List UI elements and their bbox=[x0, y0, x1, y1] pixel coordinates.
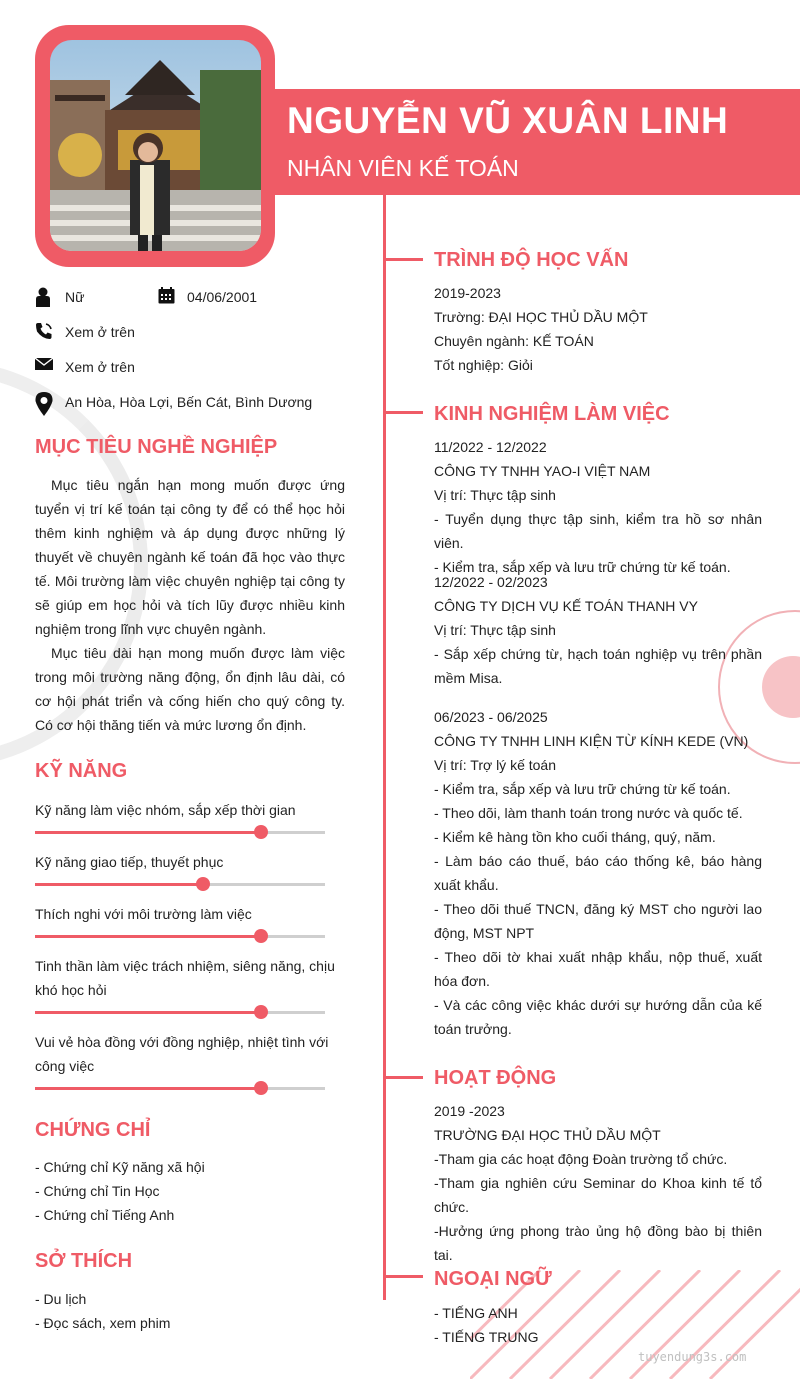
job-period: 06/2023 - 06/2025 bbox=[434, 709, 548, 725]
languages-title: NGOẠI NGỮ bbox=[434, 1268, 552, 1290]
hobbies-list bbox=[35, 1287, 170, 1335]
list-item: - Đọc sách, xem phim bbox=[35, 1315, 171, 1331]
skill-level-knob bbox=[254, 929, 268, 943]
activity-period: 2019 -2023 bbox=[434, 1103, 505, 1119]
skill-level-fill bbox=[35, 935, 261, 938]
skill-level-knob bbox=[254, 1081, 268, 1095]
objective-title: MỤC TIÊU NGHỀ NGHIỆP bbox=[35, 436, 278, 458]
skill-level-knob bbox=[196, 877, 210, 891]
list-item: - Chứng chỉ Tin Học bbox=[35, 1183, 160, 1199]
education-school: Trường: ĐẠI HỌC THỦ DẦU MỘT bbox=[434, 309, 648, 325]
list-item: - TIẾNG TRUNG bbox=[434, 1329, 539, 1345]
job-position: Vị trí: Trợ lý kế toán bbox=[434, 757, 556, 773]
certificates-title: CHỨNG CHỈ bbox=[35, 1119, 151, 1141]
timeline-tick bbox=[383, 1076, 423, 1079]
timeline-tick bbox=[383, 1275, 423, 1278]
skill-level-fill bbox=[35, 1011, 261, 1014]
activities-details bbox=[434, 1099, 762, 1267]
job-company: CÔNG TY TNHH YAO-I VIỆT NAM bbox=[434, 463, 651, 479]
skill-level-bar bbox=[35, 1011, 325, 1014]
job-company: CÔNG TY DỊCH VỤ KẾ TOÁN THANH VY bbox=[434, 598, 698, 614]
activity-item: -Tham gia nghiên cứu Seminar do Khoa kinh tế tổ chức. bbox=[434, 1175, 762, 1215]
skill-item bbox=[35, 954, 345, 1002]
skills-title: KỸ NĂNG bbox=[35, 760, 128, 782]
objective-long-term: Mục tiêu dài hạn mong muốn được làm việc trong môi trường năng động, ổn định lâu dài, có cơ hội phát triển và cống hiến cho quý công ty. Có cơ hội thăng tiến và mức lương ổn định. bbox=[35, 645, 345, 733]
job-task: - Theo dõi thuế TNCN, đăng ký MST cho người lao động, MST NPT bbox=[434, 901, 762, 941]
skill-label: Thích nghi với môi trường làm việc bbox=[35, 906, 252, 922]
education-period: 2019-2023 bbox=[434, 285, 501, 301]
activity-organization: TRƯỜNG ĐẠI HỌC THỦ DẦU MỘT bbox=[434, 1127, 661, 1143]
list-item: - TIẾNG ANH bbox=[434, 1305, 518, 1321]
experience-title: KINH NGHIỆM LÀM VIỆC bbox=[434, 403, 670, 425]
activity-item: -Hưởng ứng phong trào ủng hộ đồng bào bị thiên tai. bbox=[434, 1223, 762, 1263]
job-company: CÔNG TY TNHH LINH KIỆN TỪ KÍNH KEDE (VN) bbox=[434, 733, 749, 749]
phone-icon bbox=[35, 322, 53, 342]
certificates-list bbox=[35, 1155, 205, 1227]
skill-item bbox=[35, 1030, 345, 1078]
profile-photo bbox=[50, 40, 261, 251]
activities-title: HOẠT ĐỘNG bbox=[434, 1067, 557, 1089]
skill-item bbox=[35, 902, 345, 926]
calendar-icon bbox=[158, 287, 176, 307]
objective-short-term: Mục tiêu ngắn hạn mong muốn được ứng tuyển vị trí kế toán tại công ty để có thể học hỏi thêm kinh nghiệm và áp dụng được những lý thuyết về chuyên ngành kế toán đã học vào thực tế. Môi trường làm việc chuyên nghiệp tại công ty sẽ giúp em học hỏi và tích lũy được nhiều kinh nghiệm trong lĩnh vực chuyên ngành. bbox=[35, 477, 345, 637]
email-row bbox=[35, 357, 135, 377]
address-value: An Hòa, Hòa Lợi, Bến Cát, Bình Dương bbox=[65, 394, 313, 410]
gender-value: Nữ bbox=[65, 289, 85, 305]
timeline-tick bbox=[383, 411, 423, 414]
job-task: - Kiểm kê hàng tồn kho cuối tháng, quý, năm. bbox=[434, 829, 716, 845]
address-row bbox=[35, 392, 312, 412]
list-item: - Du lịch bbox=[35, 1291, 87, 1307]
job-period: 11/2022 - 12/2022 bbox=[434, 439, 547, 455]
skill-label: Tinh thần làm việc trách nhiệm, siêng năng, chịu khó học hỏi bbox=[35, 958, 335, 998]
job-task: - Theo dõi, làm thanh toán trong nước và quốc tế. bbox=[434, 805, 743, 821]
education-details bbox=[434, 281, 762, 377]
hobbies-title: SỞ THÍCH bbox=[35, 1250, 133, 1272]
job-entry bbox=[434, 570, 762, 690]
watermark: tuyendung3s.com bbox=[638, 1350, 747, 1364]
education-title: TRÌNH ĐỘ HỌC VẤN bbox=[434, 249, 629, 271]
list-item: - Chứng chỉ Kỹ năng xã hội bbox=[35, 1159, 205, 1175]
email-value: Xem ở trên bbox=[65, 359, 135, 375]
languages-list bbox=[434, 1301, 762, 1349]
job-task: - Tuyển dụng thực tập sinh, kiểm tra hồ sơ nhân viên. bbox=[434, 511, 762, 551]
job-title: NHÂN VIÊN KẾ TOÁN bbox=[287, 155, 519, 181]
skill-label: Kỹ năng làm việc nhóm, sắp xếp thời gian bbox=[35, 802, 296, 818]
phone-value: Xem ở trên bbox=[65, 324, 135, 340]
skill-level-fill bbox=[35, 1087, 261, 1090]
skill-level-fill bbox=[35, 883, 203, 886]
skill-label: Vui vẻ hòa đồng với đồng nghiệp, nhiệt tình với công việc bbox=[35, 1034, 329, 1074]
job-period: 12/2022 - 02/2023 bbox=[434, 574, 548, 590]
skill-item bbox=[35, 850, 345, 874]
job-entry bbox=[434, 705, 762, 1041]
timeline-line bbox=[383, 195, 386, 1300]
job-task: - Làm báo cáo thuế, báo cáo thống kê, báo hàng xuất khẩu. bbox=[434, 853, 762, 893]
job-task: - Kiểm tra, sắp xếp và lưu trữ chứng từ kế toán. bbox=[434, 559, 731, 575]
job-task: - Theo dõi tờ khai xuất nhập khẩu, nộp thuế, xuất hóa đơn. bbox=[434, 949, 762, 989]
dob-row bbox=[158, 287, 257, 307]
job-task: - Kiểm tra, sắp xếp và lưu trữ chứng từ kế toán. bbox=[434, 781, 731, 797]
job-position: Vị trí: Thực tập sinh bbox=[434, 487, 556, 503]
education-major: Chuyên ngành: KẾ TOÁN bbox=[434, 333, 594, 349]
education-grade: Tốt nghiệp: Giỏi bbox=[434, 357, 533, 373]
skill-level-fill bbox=[35, 831, 261, 834]
job-entry bbox=[434, 435, 762, 579]
skill-item bbox=[35, 798, 345, 822]
skill-level-bar bbox=[35, 1087, 325, 1090]
skill-level-knob bbox=[254, 1005, 268, 1019]
activity-item: -Tham gia các hoạt động Đoàn trường tổ chức. bbox=[434, 1151, 728, 1167]
envelope-icon bbox=[35, 357, 53, 377]
person-icon bbox=[35, 287, 53, 307]
gender-row bbox=[35, 287, 84, 307]
job-task: - Và các công việc khác dưới sự hướng dẫn của kế toán trưởng. bbox=[434, 997, 762, 1037]
job-task: - Sắp xếp chứng từ, hạch toán nghiệp vụ trên phần mềm Misa. bbox=[434, 646, 762, 686]
skill-level-bar bbox=[35, 831, 325, 834]
skill-level-knob bbox=[254, 825, 268, 839]
job-position: Vị trí: Thực tập sinh bbox=[434, 622, 556, 638]
skill-label: Kỹ năng giao tiếp, thuyết phục bbox=[35, 854, 224, 870]
skill-level-bar bbox=[35, 935, 325, 938]
list-item: - Chứng chỉ Tiếng Anh bbox=[35, 1207, 175, 1223]
phone-row bbox=[35, 322, 135, 342]
dob-value: 04/06/2001 bbox=[187, 289, 258, 305]
map-pin-icon bbox=[35, 392, 53, 412]
skill-level-bar bbox=[35, 883, 325, 886]
candidate-name: NGUYỄN VŨ XUÂN LINH bbox=[287, 100, 729, 141]
timeline-tick bbox=[383, 258, 423, 261]
